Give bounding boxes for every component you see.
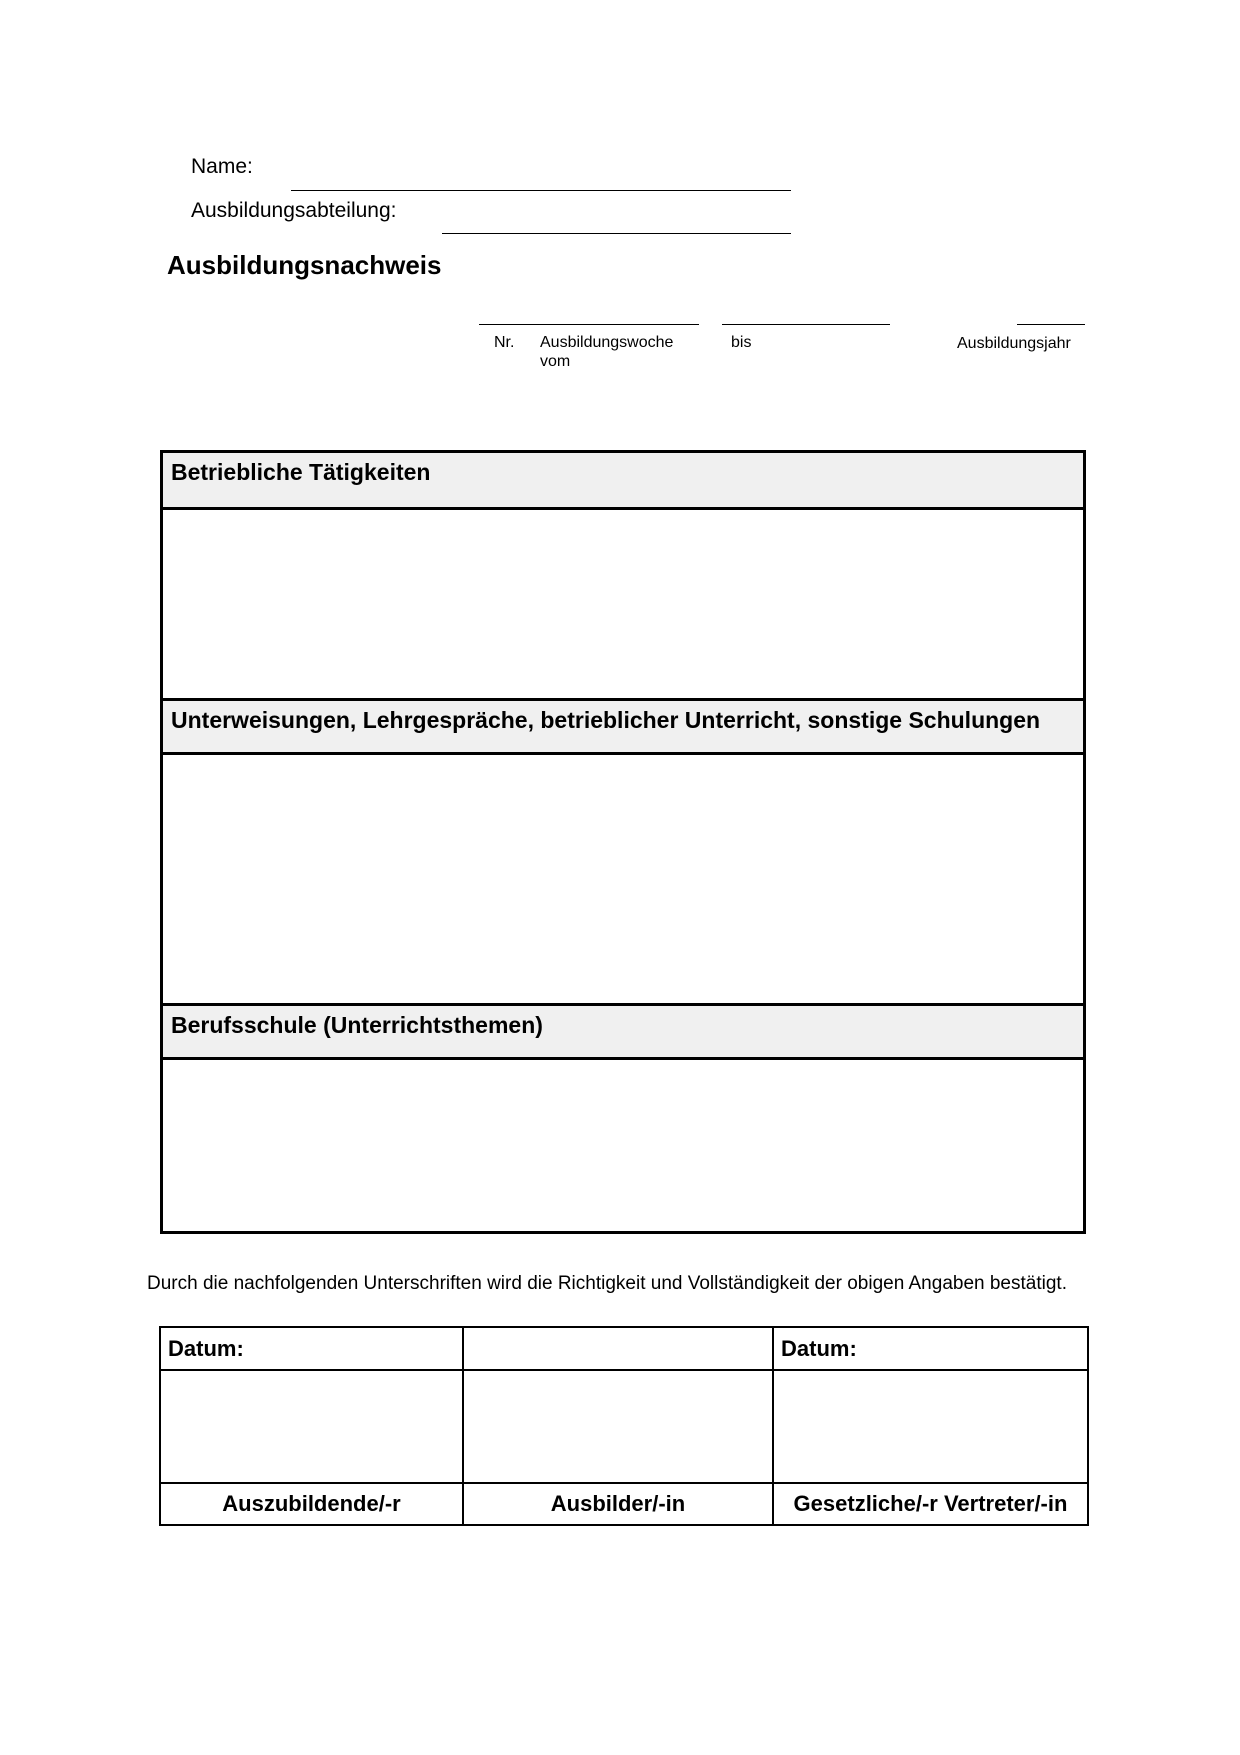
section-header-instruction <box>163 698 1083 755</box>
date-cell-trainee[interactable]: Datum: <box>160 1327 463 1370</box>
signature-table <box>159 1326 1089 1526</box>
week-to-line[interactable] <box>722 324 890 325</box>
role-label-trainee: Auszubildende/-r <box>160 1483 463 1525</box>
page-title: Ausbildungsnachweis <box>167 250 442 280</box>
year-line[interactable] <box>1017 324 1085 325</box>
signature-cell-trainee[interactable] <box>160 1370 463 1483</box>
date-cell-trainer[interactable] <box>463 1327 773 1370</box>
to-label: bis <box>731 334 752 351</box>
week-label-line2: vom <box>540 353 571 370</box>
section-title-school: Berufsschule (Unterrichtsthemen) <box>171 1012 543 1038</box>
week-label <box>540 333 673 371</box>
section-content-school[interactable] <box>163 1060 1083 1231</box>
week-label-line1: Ausbildungswoche <box>540 334 674 351</box>
confirmation-text: Durch die nachfolgenden Unterschriften wird die Richtigkeit und Vollständigkeit der obigen Angaben bestätigt. <box>147 1273 1067 1294</box>
year-label: Ausbildungsjahr <box>957 335 1071 352</box>
name-label: Name: <box>191 155 253 178</box>
section-header-school <box>163 1003 1083 1060</box>
section-title-activities: Betriebliche Tätigkeiten <box>171 459 431 485</box>
section-header-activities <box>163 453 1083 510</box>
section-title-instruction: Unterweisungen, Lehrgespräche, betrieblicher Unterricht, sonstige Schulungen <box>171 707 1041 733</box>
nr-label: Nr. <box>494 334 515 351</box>
role-label-guardian: Gesetzliche/-r Vertreter/-in <box>773 1483 1088 1525</box>
signature-cell-guardian[interactable] <box>773 1370 1088 1483</box>
week-from-line[interactable] <box>479 324 699 325</box>
date-cell-guardian[interactable]: Datum: <box>773 1327 1088 1370</box>
section-content-activities[interactable] <box>163 510 1083 698</box>
role-label-trainer: Ausbilder/-in <box>463 1483 773 1525</box>
name-field-line[interactable] <box>291 190 791 191</box>
report-box <box>160 450 1086 1234</box>
section-content-instruction[interactable] <box>163 755 1083 1003</box>
signature-cell-trainer[interactable] <box>463 1370 773 1483</box>
department-label: Ausbildungsabteilung: <box>191 199 397 222</box>
department-field-line[interactable] <box>442 233 791 234</box>
